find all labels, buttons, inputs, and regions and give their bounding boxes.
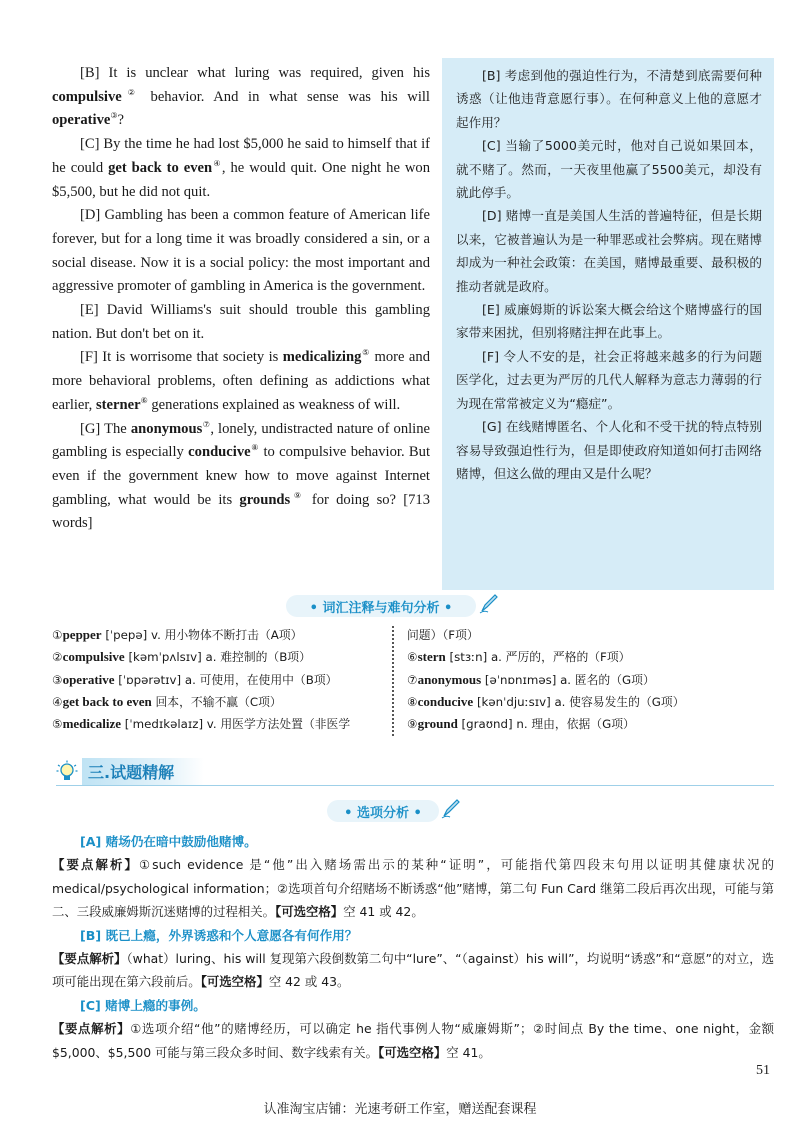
vocab-word: stern (417, 649, 446, 665)
vocab-word: conducive (417, 693, 474, 709)
vocab-definition: [ˈmedɪkəlaɪz] v. 用医学方法处置（非医学 (121, 717, 351, 732)
text: [F] It is worrisome that society is (80, 349, 283, 366)
paragraph-d-en: [D] Gambling has been a common feature of American life forever, but for a long time it was broadly considered a sin, or a social disease. Now it is a social policy: the most important and aggressive promoter of gambling in America is the government. (52, 207, 430, 295)
vocab-number: ⑨ (407, 717, 418, 732)
paragraph-d-cn: [D] 赌博一直是美国人生活的普遍特征，但是长期以来，它被普遍认为是一种罪恶或社会弊病。现在赌博却成为一种社会政策：在美国，赌博最重要、最积极的推动者就是政府。 (456, 208, 762, 294)
paragraph-e-cn: [E] 威廉姆斯的诉讼案大概会给这个赌博盛行的国家带来困扰，但别将赌注押在此事上。 (456, 302, 762, 341)
vocab-word: medicalize (62, 716, 122, 732)
vocab-number: ③ (52, 672, 63, 687)
vocab-definition: [kənˈdjuːsɪv] a. 使容易发生的（G项） (473, 694, 685, 709)
text: generations explained as weakness of will. (147, 396, 401, 413)
text: for doing so? [713 words] (52, 491, 431, 532)
pen-icon (478, 592, 500, 614)
vocab-number: ⑥ (407, 650, 418, 665)
vocab-definition: [kəmˈpʌlsɪv] a. 难控制的（B项） (124, 650, 311, 665)
key-point-text: ①选项介绍“他”的赌博经历，可以确定 he 指代事例人物“威廉姆斯”；②时间点 By the time、one night，金额 $5,000、$5,500 可能与第三段众多时间、数字线索有关。 (52, 1021, 774, 1060)
column-divider (392, 626, 402, 736)
candidate-blank-label: 【可选空格】 (378, 1044, 447, 1060)
vocab-item (407, 646, 767, 668)
vocab-number: ⑦ (407, 672, 418, 687)
section-heading (56, 758, 774, 786)
footnote-mark: ② (121, 87, 141, 97)
candidate-blank-label: 【可选空格】 (200, 974, 269, 990)
footnote-mark: ⑤ (361, 348, 371, 358)
paragraph-c-en (52, 133, 430, 204)
paragraph-f-en (52, 346, 430, 417)
options-banner-label: • 选项分析 • (344, 805, 422, 821)
text: [G] The (80, 420, 131, 437)
text: more and more behavioral problems, often defining as addictions what earlier, (52, 349, 430, 413)
keyword-compulsive: compulsive (52, 88, 122, 105)
vocab-item (407, 669, 767, 691)
candidate-blank-text: 空 41。 (446, 1044, 491, 1060)
option-analysis (52, 830, 774, 1064)
key-point-text: ①such evidence 是“他”出入赌场需出示的某种“证明”，可能指代第四段末句用以证明其健康状况的 medical/psychological information；②选项首句介绍赌场不断诱惑“他”赌博，第二句 Fun Card 继第二段后再次出现，可能与第二、三段威廉姆斯沉迷赌博的过程相关。 (52, 857, 775, 920)
footnote-mark: ⑧ (250, 443, 260, 453)
vocab-item (52, 669, 397, 691)
vocab-banner-label: • 词汇注释与难句分析 • (309, 600, 453, 616)
paragraph-e-en: [E] David Williams's suit should trouble this gambling nation. But don't bet on it. (52, 302, 430, 342)
paragraph-g-cn: [G] 在线赌博匿名、个人化和不受干扰的特点特别容易导致强迫性行为，但是即使政府知道如何打击网络赌博，但这么做的理由又是什么呢？ (456, 419, 762, 481)
keyword-sterner: sterner (95, 396, 141, 413)
vocab-number: ① (52, 628, 63, 642)
paragraph-b-cn: [B] 考虑到他的强迫性行为，不清楚到底需要何种诱惑（让他违背意愿行事）。在何种意义上他的意愿才起作用？ (456, 68, 762, 130)
vocab-word: ground (417, 716, 458, 732)
vocab-definition: [ˈɒpərətɪv] a. 可使用，在使用中（B项） (114, 672, 338, 687)
vocab-number: ⑧ (407, 694, 418, 709)
vocab-list (52, 624, 774, 736)
key-point-label: 【要点解析】 (52, 951, 127, 967)
option-heading: [A] 赌场仍在暗中鼓励他赌博。 (80, 834, 257, 849)
vocab-number: ⑤ (52, 717, 63, 732)
keyword-medicalizing: medicalizing (282, 349, 362, 366)
vocab-list-left (52, 624, 397, 735)
vocab-item (407, 624, 767, 646)
vocab-item (52, 713, 397, 735)
paragraph-g-en (52, 418, 430, 537)
paragraph-f-cn: [F] 令人不安的是，社会正将越来越多的行为问题医学化，过去更为严厉的几代人解释为意志力薄弱的行为现在常常被定义为“瘾症”。 (456, 348, 762, 411)
options-banner (327, 800, 439, 822)
text: [B] It is unclear what luring was required, given his (80, 65, 430, 81)
vocab-word: compulsive (62, 649, 125, 665)
text: to compulsive behavior. But even if the government knew how to move against Internet gambling, what would be its (52, 444, 431, 508)
pen-icon (440, 797, 462, 819)
key-point-label: 【要点解析】 (52, 857, 139, 873)
vocab-definition: [əˈnɒnɪməs] a. 匿名的（G项） (481, 672, 655, 687)
footnote-mark: ④ (212, 158, 222, 168)
vocab-item (407, 691, 767, 713)
paragraph-b-en (52, 62, 430, 133)
footnote-mark: ③ (110, 111, 118, 121)
chinese-translation-box (442, 58, 774, 590)
keyword-grounds: grounds (239, 491, 291, 508)
paragraph-c-cn: [C] 当输了5000美元时，他对自己说如果回本，就不赌了。然而，一天夜里他赢了5500美元，却没有就此停手。 (456, 138, 762, 201)
vocab-number: ② (52, 650, 63, 665)
keyword-conducive: conducive (188, 444, 251, 461)
lightbulb-icon (56, 760, 78, 784)
text: , he would quit. One night he won $5,500, but he did not quit. (52, 159, 430, 200)
vocab-definition: [graʊnd] n. 理由，依据（G项） (457, 717, 635, 732)
footnote-mark: ⑥ (140, 395, 148, 405)
text: ? (117, 112, 125, 129)
vocab-list-right (407, 624, 767, 735)
vocab-definition: 问题）（F项） (407, 628, 479, 642)
option-heading: [C] 赌博上瘾的事例。 (80, 997, 206, 1013)
vocab-definition: [stɜːn] a. 严厉的，严格的（F项） (445, 650, 631, 665)
vocab-definition: [ˈpepə] v. 用小物体不断打击（A项） (101, 628, 303, 642)
section-title: 三.试题精解 (82, 758, 204, 785)
vocab-word: get back to even (62, 693, 152, 709)
vocab-word: pepper (62, 627, 102, 642)
vocab-word: anonymous (417, 671, 482, 687)
key-point-text: （what）luring、his will 复现第六段倒数第二句中“lure”、“（against）his will”，均说明“诱惑”和“意愿”的对立，选项可能出现在第六段前后。 (52, 951, 774, 990)
option-heading: [B] 既已上瘾，外界诱惑和个人意愿各有何作用？ (80, 927, 358, 943)
key-point-label: 【要点解析】 (52, 1021, 131, 1037)
text: [C] By the time he had lost $5,000 he said to himself that if he could (52, 136, 430, 176)
footnote-mark: ⑨ (290, 490, 305, 500)
vocab-number: ④ (52, 694, 63, 709)
footer-note: 认准淘宝店铺：光速考研工作室，赠送配套课程 (263, 1102, 537, 1117)
english-column (52, 62, 430, 536)
vocab-item (52, 691, 397, 713)
vocab-word: operative (62, 671, 115, 687)
candidate-blank-text: 空 41 或 42。 (343, 904, 424, 920)
vocab-banner (286, 595, 476, 617)
candidate-blank-text: 空 42 或 43。 (268, 974, 350, 990)
keyword-operative: operative (52, 112, 111, 129)
vocab-item (52, 646, 397, 668)
footnote-mark: ⑦ (202, 419, 211, 429)
text: , lonely, undistracted nature of online gambling is especially (52, 420, 431, 461)
vocab-item (407, 713, 767, 735)
vocab-item (52, 624, 397, 646)
option-explanation (52, 947, 774, 994)
text: behavior. And in what sense was his will (140, 88, 430, 105)
option-explanation (52, 1017, 774, 1064)
vocab-definition: 回本，不输不赢（C项） (151, 694, 282, 709)
option-explanation (52, 853, 774, 923)
candidate-blank-label: 【可选空格】 (275, 904, 344, 920)
keyword-anonymous: anonymous (130, 420, 203, 437)
page-number: 51 (756, 1063, 770, 1078)
keyword-get-back-to-even: get back to even (108, 159, 213, 176)
